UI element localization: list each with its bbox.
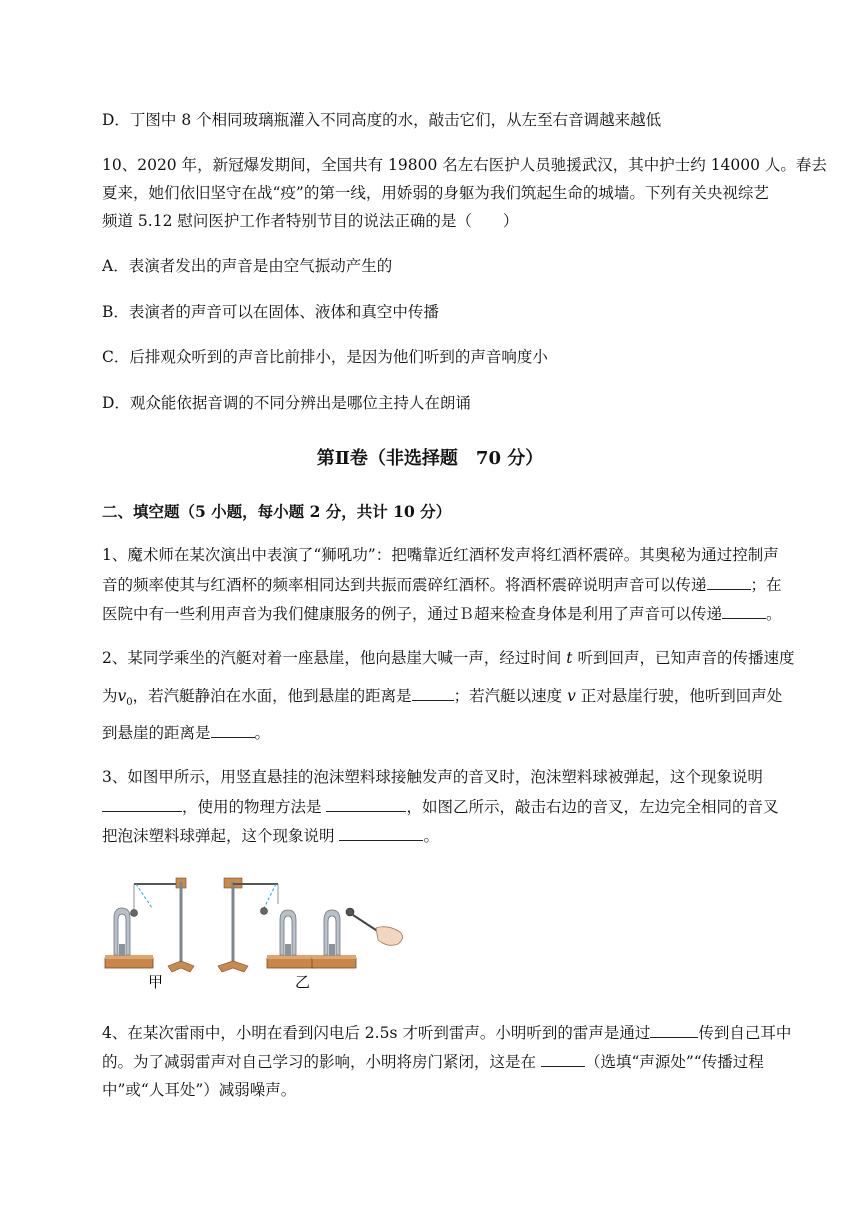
fill3-line3 [102,825,802,846]
q9-option-d: D．丁图中 8 个相同玻璃瓶灌入不同高度的水，敲击它们，从左至右音调越来越低 [102,111,662,129]
fill3-line2 [102,796,802,817]
fill2-subscript: 0 [126,697,133,709]
fill4-text: （选填“声源处”“传播过程 [584,1053,764,1071]
fill2-blank-1[interactable] [412,685,454,701]
fill4-text: 4、在某次雷雨中，小明在看到闪电后 2.5s 才听到雷声。小明听到的雷声是通过 [102,1024,651,1042]
fill2-text: 听到回声，已知声音的传播速度 [572,649,795,667]
q10-stem-line2: 夏来，她们依旧坚守在战“疫”的第一线，用娇弱的身躯为我们筑起生命的城墙。下列有关央视综艺 [102,184,769,202]
figure-label-right: 乙 [295,973,311,991]
fill2-line3 [102,722,802,743]
fill1-text: 医院中有一些利用声音为我们健康服务的例子，通过Ｂ超来检查身体是利用了声音可以传递 [102,605,723,623]
fill1-text: ；在 [750,576,782,594]
fill4-line1 [102,1022,802,1043]
q10-option-b: B．表演者的声音可以在固体、液体和真空中传播 [102,303,439,321]
fill1-blank-1[interactable] [707,574,751,590]
fill4-blank-2[interactable] [541,1051,585,1067]
fill1-line3 [102,603,802,624]
fill2-line2 [102,685,802,713]
fill2-text: 到悬崖的距离是 [102,724,211,742]
fill2-var-v2: v [567,687,576,705]
fill2-blank-2[interactable] [211,722,255,738]
fill3-blank-1[interactable] [102,796,182,812]
fill2-var-v: v [117,687,127,705]
fill1-text: 。 [766,605,782,623]
fill2-line1 [102,648,802,668]
tuning-fork-figure [100,868,410,993]
q10-option-c: C．后排观众听到的声音比前排小，是因为他们听到的声音响度小 [102,348,548,366]
q10-option-d: D．观众能依据音调的不同分辨出是哪位主持人在朗诵 [102,394,471,412]
fill4-text: 的。为了减弱雷声对自己学习的影响，小明将房门紧闭，这是在 [102,1053,541,1071]
fill2-text: ；若汽艇以速度 [453,687,568,705]
fill3-text: ，使用的物理方法是 [182,798,327,816]
fill4-line2 [102,1051,802,1072]
fill2-text: 2、某同学乘坐的汽艇对着一座悬崖，他向悬崖大喊一声，经过时间 [102,649,567,667]
stand-left [105,878,194,972]
part2-title: 第Ⅱ卷（非选择题 70 分） [316,448,544,469]
fill1-blank-2[interactable] [722,603,766,619]
fill2-text: ，若汽艇静泊在水面，他到悬崖的距离是 [132,687,412,705]
fill4-text: 传到自己耳中 [698,1024,792,1042]
fill1-line1: 1、魔术师在某次演出中表演了“狮吼功”：把嘴靠近红酒杯发声将红酒杯震碎。其奥秘为通过控制声 [102,546,779,564]
q10-stem-line3: 频道 5.12 慰问医护工作者特别节目的说法正确的是（ ） [102,212,519,230]
stand-right [218,878,403,972]
fill4-line3: 中”或“人耳处”）减弱噪声。 [102,1081,297,1099]
fill1-line2 [102,574,802,595]
fill1-text: 音的频率使其与红酒杯的频率相同达到共振而震碎红酒杯。将酒杯震碎说明声音可以传递 [102,576,707,594]
section-heading: 二、填空题（5 小题，每小题 2 分，共计 10 分） [102,502,452,521]
fill3-blank-3[interactable] [339,825,423,841]
fill3-blank-2[interactable] [326,796,406,812]
fill3-text: 把泡沫塑料球弹起，这个现象说明 [102,827,340,845]
fill2-text: 为 [102,687,118,705]
q10-stem-line1: 10、2020 年，新冠爆发期间，全国共有 19800 名左右医护人员驰援武汉，其中护士约 14000 人。春去 [102,156,827,174]
fill2-text: 正对悬崖行驶，他听到回声处 [575,687,783,705]
fill4-blank-1[interactable] [650,1022,698,1038]
fill3-text: 。 [423,827,439,845]
fill2-text: 。 [254,724,271,742]
figure-label-left: 甲 [148,973,164,991]
fill2-var-t: t [566,649,573,667]
q10-option-a: A．表演者发出的声音是由空气振动产生的 [102,257,393,275]
fill3-text: ，如图乙所示，敲击右边的音叉，左边完全相同的音叉 [406,798,779,816]
fill3-line1: 3、如图甲所示，用竖直悬挂的泡沫塑料球接触发声的音叉时，泡沫塑料球被弹起，这个现象说明 [102,768,763,786]
